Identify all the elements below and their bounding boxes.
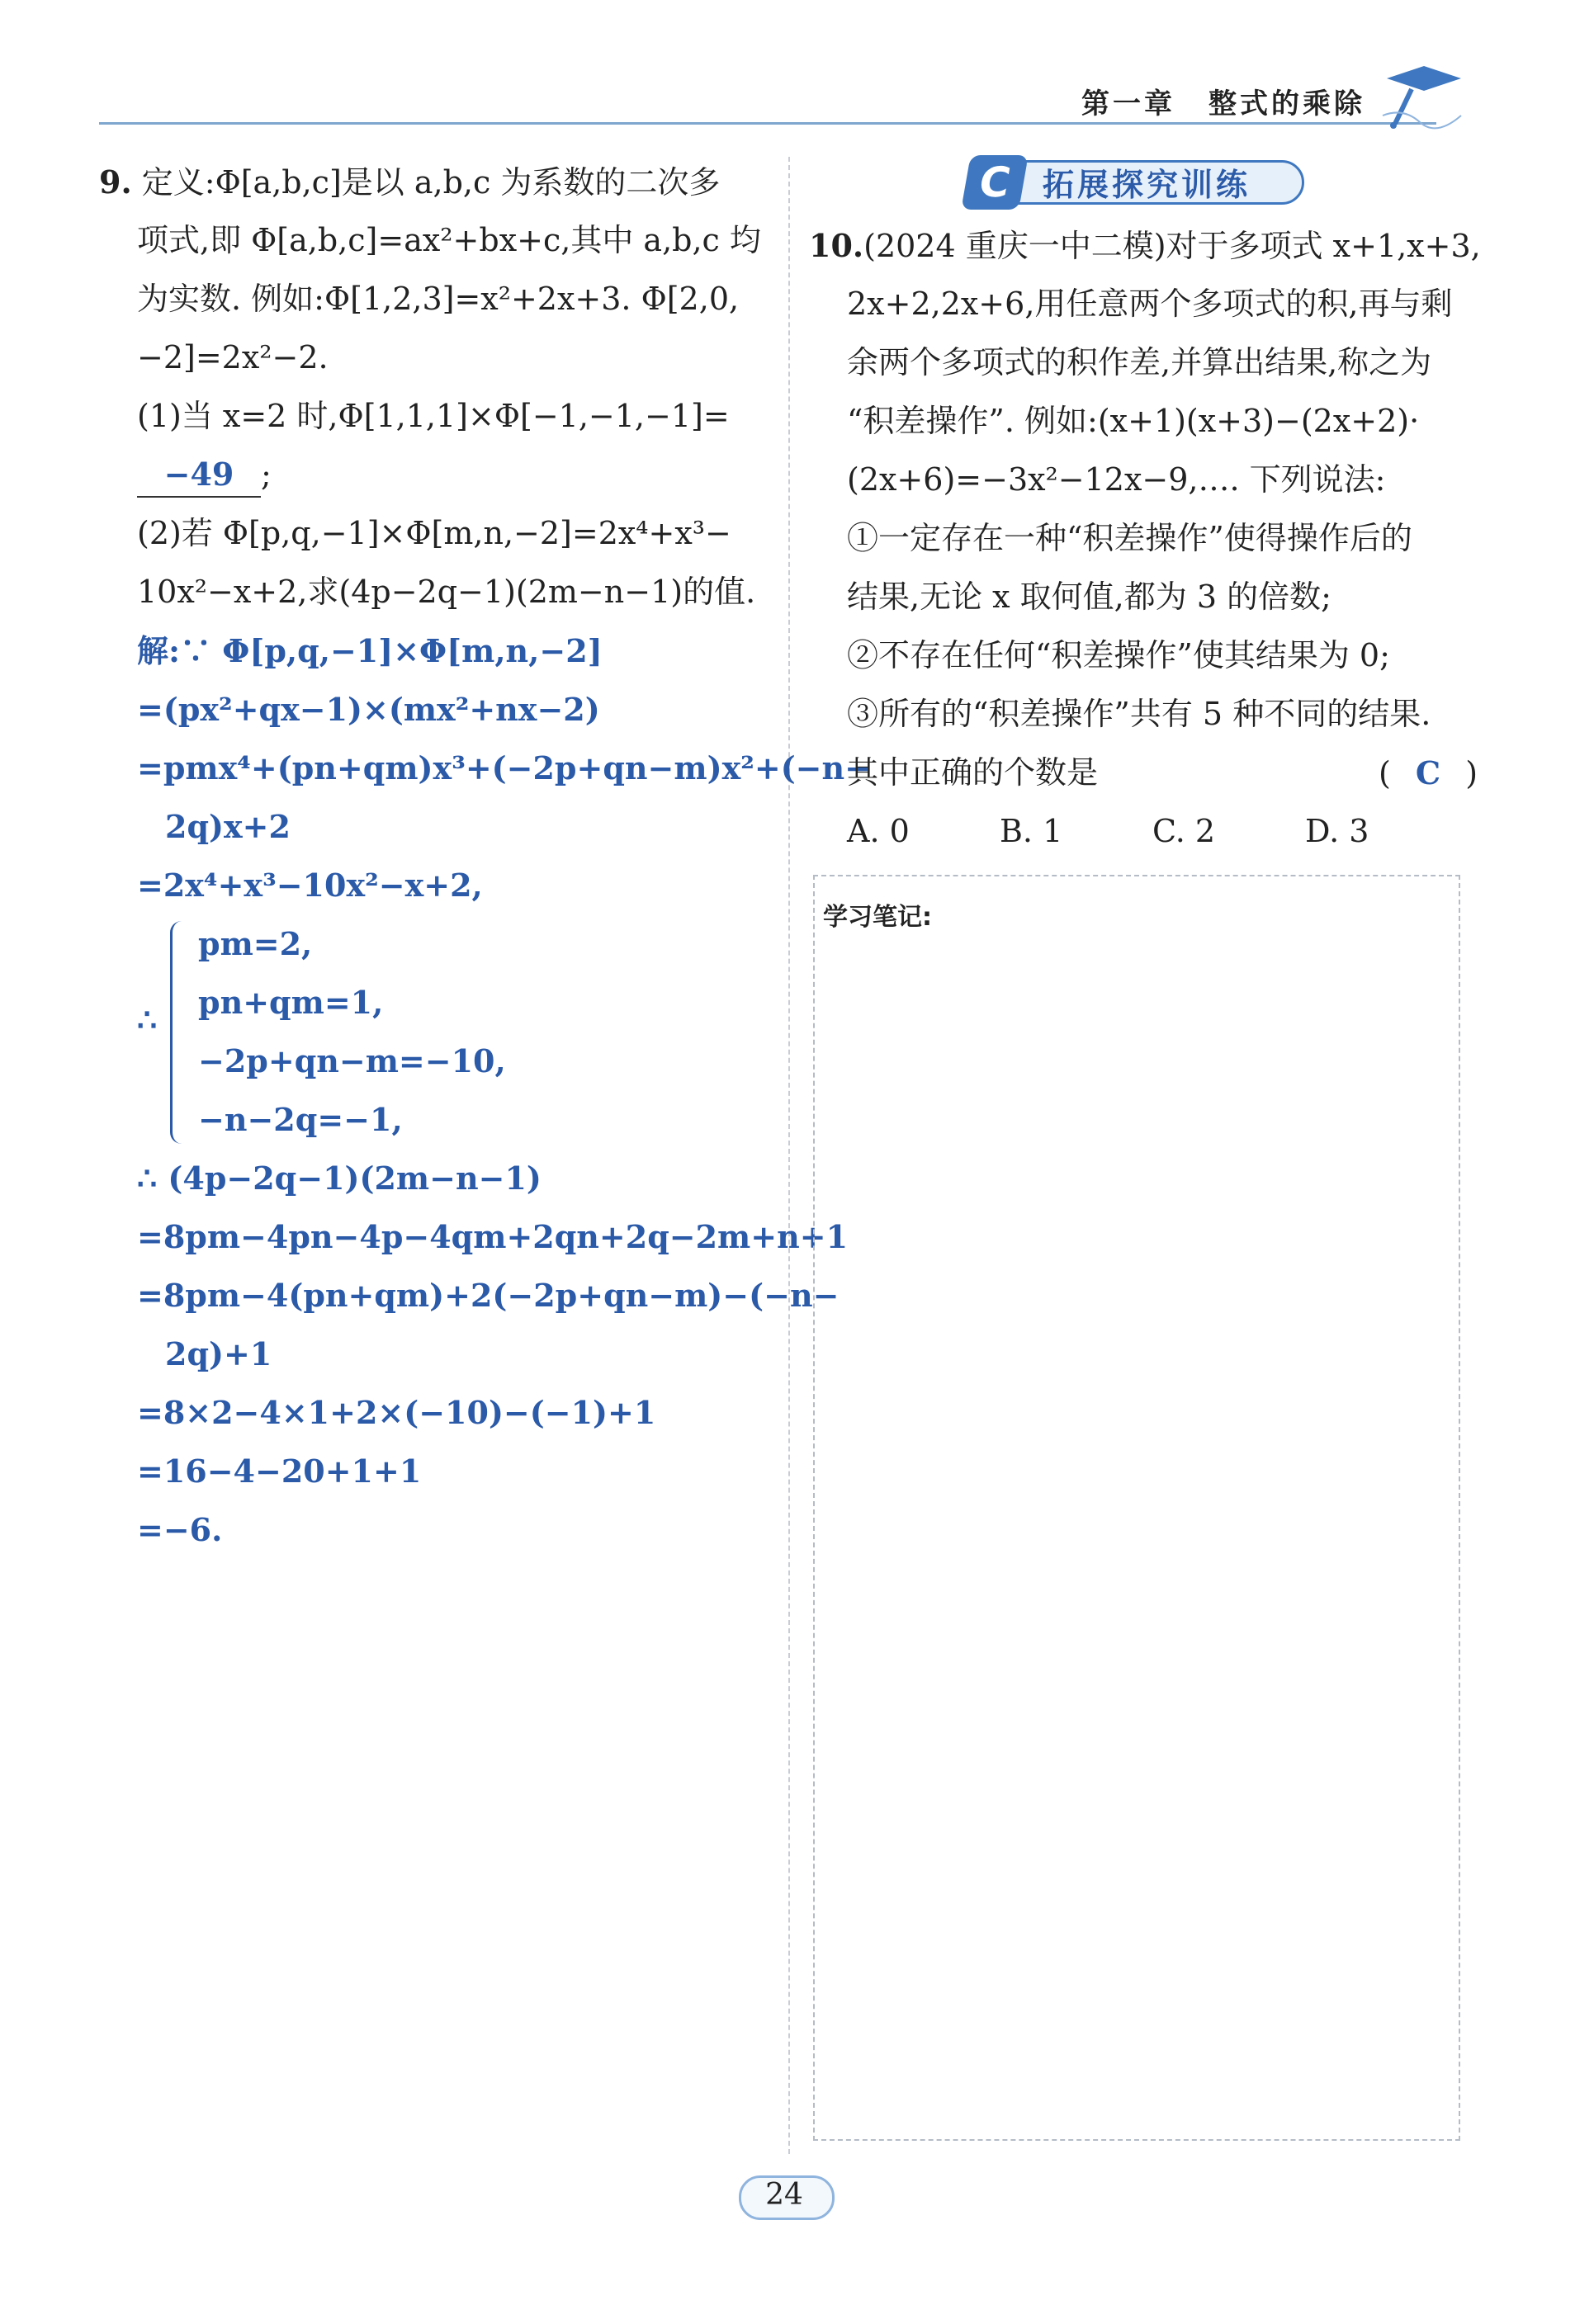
choice-d: D. 3 xyxy=(1305,813,1369,849)
q9-line-3: 为实数. 例如:Φ[1,2,3]=x²+2x+3. Φ[2,0, xyxy=(137,281,740,317)
choice-a: A. 0 xyxy=(847,813,910,849)
q9-part2-line-1: (2)若 Φ[p,q,−1]×Φ[m,n,−2]=2x⁴+x³− xyxy=(137,515,731,551)
q9-line-1 xyxy=(99,153,776,211)
solution-line: =−6. xyxy=(137,1511,223,1548)
q9-part1-answer: −49 xyxy=(137,453,261,498)
system-equation: −2p+qn−m=−10, xyxy=(198,1042,506,1079)
choice-c: C. 2 xyxy=(1152,813,1216,849)
section-badge xyxy=(966,155,1313,210)
pen-mortarboard-icon xyxy=(1379,58,1469,132)
solution-line: =8pm−4(pn+qm)+2(−2p+qn−m)−(−n− xyxy=(137,1277,840,1314)
q10-text: (2024 重庆一中二模)对于多项式 x+1,x+3, xyxy=(863,228,1481,264)
q10-prompt-line xyxy=(809,744,1486,802)
solution-line: =pmx⁴+(pn+qm)x³+(−2p+qn−m)x²+(−n− xyxy=(137,749,871,786)
chapter-number: 第一章 xyxy=(1081,87,1175,120)
system-equation: −n−2q=−1, xyxy=(198,1101,403,1138)
q10-answer-bracket xyxy=(1379,744,1478,803)
system-equation: pn+qm=1, xyxy=(198,984,384,1021)
header-rule xyxy=(99,122,1436,125)
choice-b: B. 1 xyxy=(1000,813,1063,849)
q9-number: 9. xyxy=(99,163,132,201)
section-letter: C xyxy=(961,155,1029,210)
study-notes-box xyxy=(813,875,1460,2141)
q9-line-4: −2]=2x²−2. xyxy=(137,339,329,376)
column-divider xyxy=(788,157,790,2154)
q10-line-1 xyxy=(809,216,1486,275)
q10-line: 余两个多项式的积作差,并算出结果,称之为 xyxy=(847,344,1432,380)
q10-statement: ①一定存在一种“积差操作”使得操作后的 xyxy=(847,520,1412,556)
q10-prompt: 其中正确的个数是 xyxy=(847,754,1099,791)
solution-line: =8×2−4×1+2×(−10)−(−1)+1 xyxy=(137,1394,656,1431)
study-notes-label: 学习笔记: xyxy=(823,903,932,932)
question-10 xyxy=(809,216,1486,861)
q10-answer: C xyxy=(1415,754,1441,791)
q10-line: “积差操作”. 例如:(x+1)(x+3)−(2x+2)· xyxy=(847,403,1420,439)
system-equation: pm=2, xyxy=(198,925,313,962)
q9-line-2: 项式,即 Φ[a,b,c]=ax²+bx+c,其中 a,b,c 均 xyxy=(137,222,761,258)
solution-line: =2x⁴+x³−10x²−x+2, xyxy=(137,867,483,904)
q10-choices xyxy=(809,802,1486,861)
solution-line: 解:∵ Φ[p,q,−1]×Φ[m,n,−2] xyxy=(137,632,603,669)
section-title: 拓展探究训练 xyxy=(1015,160,1304,205)
solution-line: 2q)+1 xyxy=(165,1335,272,1372)
chapter-header xyxy=(1081,81,1398,121)
q9-text: 定义:Φ[a,b,c]是以 a,b,c 为系数的二次多 xyxy=(141,164,721,201)
solution-line: =16−4−20+1+1 xyxy=(137,1452,422,1490)
q9-part1-end: ; xyxy=(261,456,272,493)
bracket-close: ) xyxy=(1465,755,1478,791)
q10-statement: 结果,无论 x 取何值,都为 3 的倍数; xyxy=(847,579,1331,615)
solution-line: =(px²+qx−1)×(mx²+nx−2) xyxy=(137,691,600,728)
q10-number: 10. xyxy=(809,227,864,264)
therefore-symbol: ∴ xyxy=(137,1001,158,1038)
solution-line: =8pm−4pn−4p−4qm+2qn+2q−2m+n+1 xyxy=(137,1218,849,1255)
equation-system xyxy=(99,914,776,1149)
bracket-open: ( xyxy=(1379,755,1391,791)
q10-statement: ③所有的“积差操作”共有 5 种不同的结果. xyxy=(847,696,1431,732)
page-number: 24 xyxy=(765,2178,803,2212)
q10-line: 2x+2,2x+6,用任意两个多项式的积,再与剩 xyxy=(847,286,1453,322)
solution-line: ∴ (4p−2q−1)(2m−n−1) xyxy=(137,1160,542,1197)
page-number-badge xyxy=(739,2170,838,2220)
q10-statement: ②不存在任何“积差操作”使其结果为 0; xyxy=(847,637,1390,673)
q9-part2-line-2: 10x²−x+2,求(4p−2q−1)(2m−n−1)的值. xyxy=(137,574,756,610)
chapter-title: 整式的乘除 xyxy=(1209,87,1365,120)
solution-line: 2q)x+2 xyxy=(165,808,291,845)
q10-line: (2x+6)=−3x²−12x−9,…. 下列说法: xyxy=(847,461,1386,498)
system-brace xyxy=(170,921,189,1144)
q9-part1-answer-line xyxy=(99,446,776,504)
question-9 xyxy=(99,153,871,1559)
q9-part1: (1)当 x=2 时,Φ[1,1,1]×Φ[−1,−1,−1]= xyxy=(137,398,730,434)
